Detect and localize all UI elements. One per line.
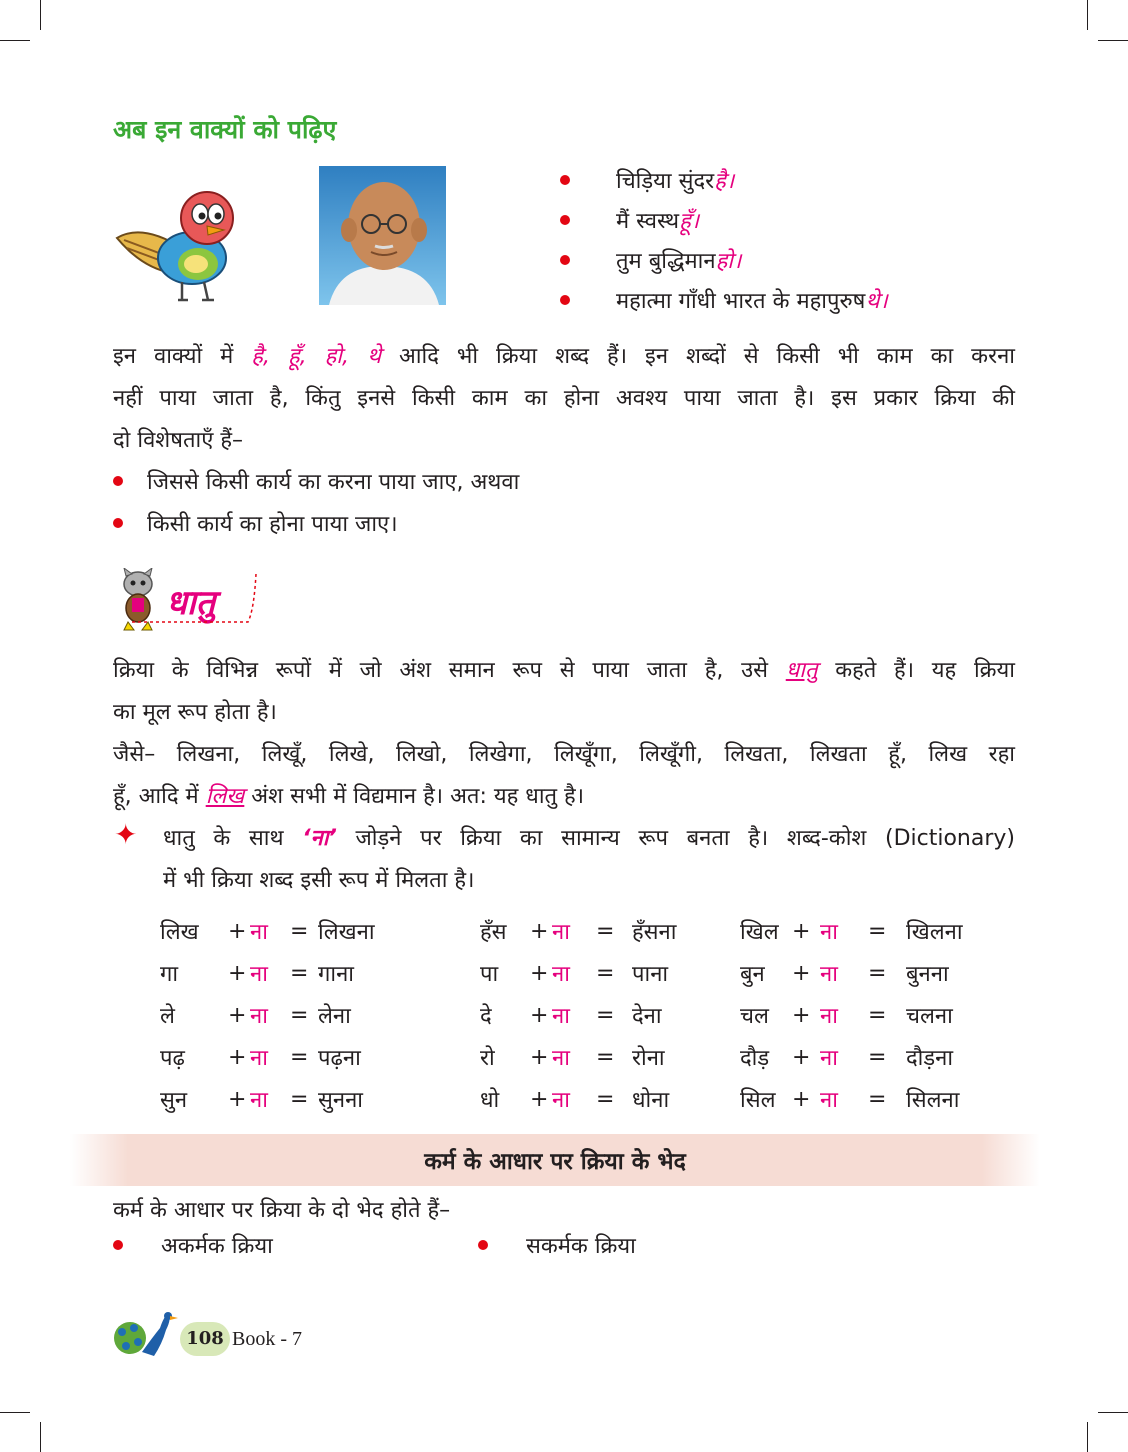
conj-root: गा (160, 962, 179, 987)
example-verb: हूँ। (679, 209, 700, 234)
trait-text: किसी कार्य का होना पाया जाए। (147, 512, 398, 537)
equals-sign: = (596, 960, 615, 986)
bird-illustration (112, 178, 242, 308)
equals-sign: = (290, 1002, 309, 1028)
na-suffix: ना (552, 1088, 570, 1113)
example-verb: हो। (715, 249, 742, 274)
na-suffix: ना (820, 920, 838, 945)
bullet-icon (113, 476, 123, 486)
crop-mark (1087, 1422, 1088, 1452)
dhatu-definition-paragraph (113, 650, 1015, 818)
conj-root: पढ़ (160, 1046, 185, 1071)
na-suffix: ना (820, 1004, 838, 1029)
na-suffix: ना (552, 1004, 570, 1029)
paragraph-line: धातु के साथ ‘ना’ जोड़ने पर क्रिया का सामान्य रूप बनता है। शब्द-कोश (Dictionary) (163, 826, 1015, 851)
plus-sign: + (530, 918, 549, 944)
example-verb: है। (714, 169, 735, 194)
conj-root: दौड़ (740, 1046, 770, 1071)
star-icon: ✦ (114, 818, 138, 851)
book-label: Book - 7 (232, 1328, 302, 1350)
na-suffix: ना (552, 962, 570, 987)
conj-result: दौड़ना (906, 1046, 954, 1071)
paragraph-line: इन वाक्यों में है, हूँ, हो, थे आदि भी क्रिया शब्द हैं। इन शब्दों से किसी भी काम का करना (113, 344, 1015, 369)
verb-type: अकर्मक क्रिया (161, 1234, 273, 1259)
bullet-icon (560, 215, 570, 225)
na-suffix: ना (250, 920, 268, 945)
table-row (160, 1036, 986, 1078)
plus-sign: + (228, 1002, 247, 1028)
example-verb: थे। (865, 289, 888, 314)
plus-sign: + (530, 1044, 549, 1070)
equals-sign: = (596, 1086, 615, 1112)
na-suffix: ना (820, 962, 838, 987)
equals-sign: = (290, 1044, 309, 1070)
crop-mark (40, 0, 41, 30)
na-suffix: ना (820, 1088, 838, 1113)
plus-sign: + (792, 1044, 811, 1070)
highlight-dhatu: धातु (785, 658, 818, 683)
na-suffix: ना (552, 920, 570, 945)
equals-sign: = (596, 1044, 615, 1070)
plus-sign: + (792, 1086, 811, 1112)
equals-sign: = (596, 918, 615, 944)
section-title: कर्म के आधार पर क्रिया के भेद (424, 1149, 686, 1175)
plus-sign: + (228, 1086, 247, 1112)
bullet-icon (478, 1240, 488, 1250)
plus-sign: + (530, 960, 549, 986)
plus-sign: + (530, 1002, 549, 1028)
plus-sign: + (228, 918, 247, 944)
crop-mark (1098, 40, 1128, 41)
conj-result: गाना (318, 962, 354, 987)
na-suffix: ना (820, 1046, 838, 1071)
section-intro: कर्म के आधार पर क्रिया के दो भेद होते हैं– (113, 1198, 451, 1223)
crop-mark (0, 1412, 30, 1413)
equals-sign: = (290, 918, 309, 944)
list-item (113, 508, 398, 538)
example-text: तुम बुद्धिमान (616, 249, 716, 274)
conj-result: रोना (632, 1046, 665, 1071)
conj-root: सुन (160, 1088, 188, 1113)
list-item (560, 200, 1080, 240)
equals-sign: = (868, 960, 887, 986)
equals-sign: = (868, 1086, 887, 1112)
bullet-icon (113, 1240, 123, 1250)
bullet-icon (560, 295, 570, 305)
verb-type: सकर्मक क्रिया (526, 1234, 636, 1259)
plus-sign: + (228, 960, 247, 986)
conj-result: देना (632, 1004, 662, 1029)
conj-result: बुनना (906, 962, 949, 987)
conj-root: खिल (740, 920, 779, 945)
crop-mark (0, 40, 30, 41)
list-item (560, 160, 1080, 200)
example-text: महात्मा गाँधी भारत के महापुरुष (616, 289, 866, 314)
peacock-icon (112, 1308, 184, 1362)
conjugation-table (160, 910, 986, 1120)
list-item (560, 280, 1080, 320)
plus-sign: + (792, 960, 811, 986)
equals-sign: = (290, 1086, 309, 1112)
table-row (160, 1078, 986, 1120)
dhatu-underline (130, 570, 260, 626)
example-text: चिड़िया सुंदर (616, 169, 715, 194)
conj-root: दे (480, 1004, 492, 1029)
table-row (160, 952, 986, 994)
section-heading: अब इन वाक्यों को पढ़िए (113, 115, 337, 144)
na-suffix: ना (250, 1004, 268, 1029)
conj-root: ले (160, 1004, 175, 1029)
conj-root: रो (480, 1046, 495, 1071)
conj-result: लेना (318, 1004, 351, 1029)
section-band (70, 1134, 1040, 1186)
highlight-likh: लिख (205, 784, 245, 809)
conj-result: पाना (632, 962, 669, 987)
list-item (478, 1230, 636, 1260)
equals-sign: = (868, 1044, 887, 1070)
conj-root: लिख (160, 920, 199, 945)
conj-result: खिलना (906, 920, 963, 945)
crop-mark (40, 1422, 41, 1452)
bullet-icon (560, 255, 570, 265)
conj-result: चलना (906, 1004, 953, 1029)
table-row (160, 910, 986, 952)
paragraph-line: क्रिया के विभिन्न रूपों में जो अंश समान रूप से पाया जाता है, उसे धातु कहते हैं। यह क्रिया (113, 658, 1016, 683)
conj-root: पा (480, 962, 499, 987)
equals-sign: = (596, 1002, 615, 1028)
crop-mark (1098, 1412, 1128, 1413)
equals-sign: = (868, 918, 887, 944)
example-sentences (560, 160, 1080, 320)
example-text: मैं स्वस्थ (616, 209, 680, 234)
bullet-icon (560, 175, 570, 185)
conj-root: चल (740, 1004, 769, 1029)
paragraph-line: नहीं पाया जाता है, किंतु इनसे किसी काम का होना अवश्य पाया जाता है। इस प्रकार क्रिया की (113, 386, 1015, 411)
conj-root: बुन (740, 962, 765, 987)
conj-result: पढ़ना (318, 1046, 361, 1071)
plus-sign: + (228, 1044, 247, 1070)
conj-result: सिलना (906, 1088, 960, 1113)
na-suffix: ना (250, 1046, 268, 1071)
na-suffix: ना (250, 962, 268, 987)
conj-root: हँस (480, 920, 507, 945)
conj-result: सुनना (318, 1088, 363, 1113)
equals-sign: = (290, 960, 309, 986)
conj-result: हँसना (632, 920, 677, 945)
note-paragraph (163, 818, 1015, 902)
gandhi-portrait (319, 166, 446, 305)
conj-root: सिल (740, 1088, 776, 1113)
conj-result: लिखना (318, 920, 375, 945)
bullet-icon (113, 518, 123, 528)
plus-sign: + (530, 1086, 549, 1112)
trait-text: जिससे किसी कार्य का करना पाया जाए, अथवा (147, 470, 520, 495)
conj-result: धोना (632, 1088, 670, 1113)
paragraph-line: दो विशेषताएँ हैं– (113, 428, 244, 453)
equals-sign: = (868, 1002, 887, 1028)
highlight-na: ‘ना’ (302, 826, 337, 851)
plus-sign: + (792, 1002, 811, 1028)
paragraph-line: हूँ, आदि में लिख अंश सभी में विद्यमान है। अत: यह धातु है। (113, 784, 585, 809)
na-suffix: ना (250, 1088, 268, 1113)
na-suffix: ना (552, 1046, 570, 1071)
paragraph-line: में भी क्रिया शब्द इसी रूप में मिलता है। (163, 868, 475, 893)
dhatu-title: धातु (166, 583, 216, 623)
verb-explanation-paragraph (113, 336, 1015, 462)
highlight-verbs: है, हूँ, हो, थे (251, 344, 382, 369)
plus-sign: + (792, 918, 811, 944)
crop-mark (1087, 0, 1088, 30)
list-item (113, 466, 519, 496)
conj-root: धो (480, 1088, 500, 1113)
paragraph-line: का मूल रूप होता है। (113, 700, 277, 725)
paragraph-line: जैसे– लिखना, लिखूँ, लिखे, लिखो, लिखेगा, लिखूँगा, लिखूँगी, लिखता, लिखता हूँ, लिख रहा (113, 742, 1015, 767)
page-number: 108 (180, 1322, 230, 1356)
table-row (160, 994, 986, 1036)
list-item (113, 1230, 273, 1260)
list-item (560, 240, 1080, 280)
